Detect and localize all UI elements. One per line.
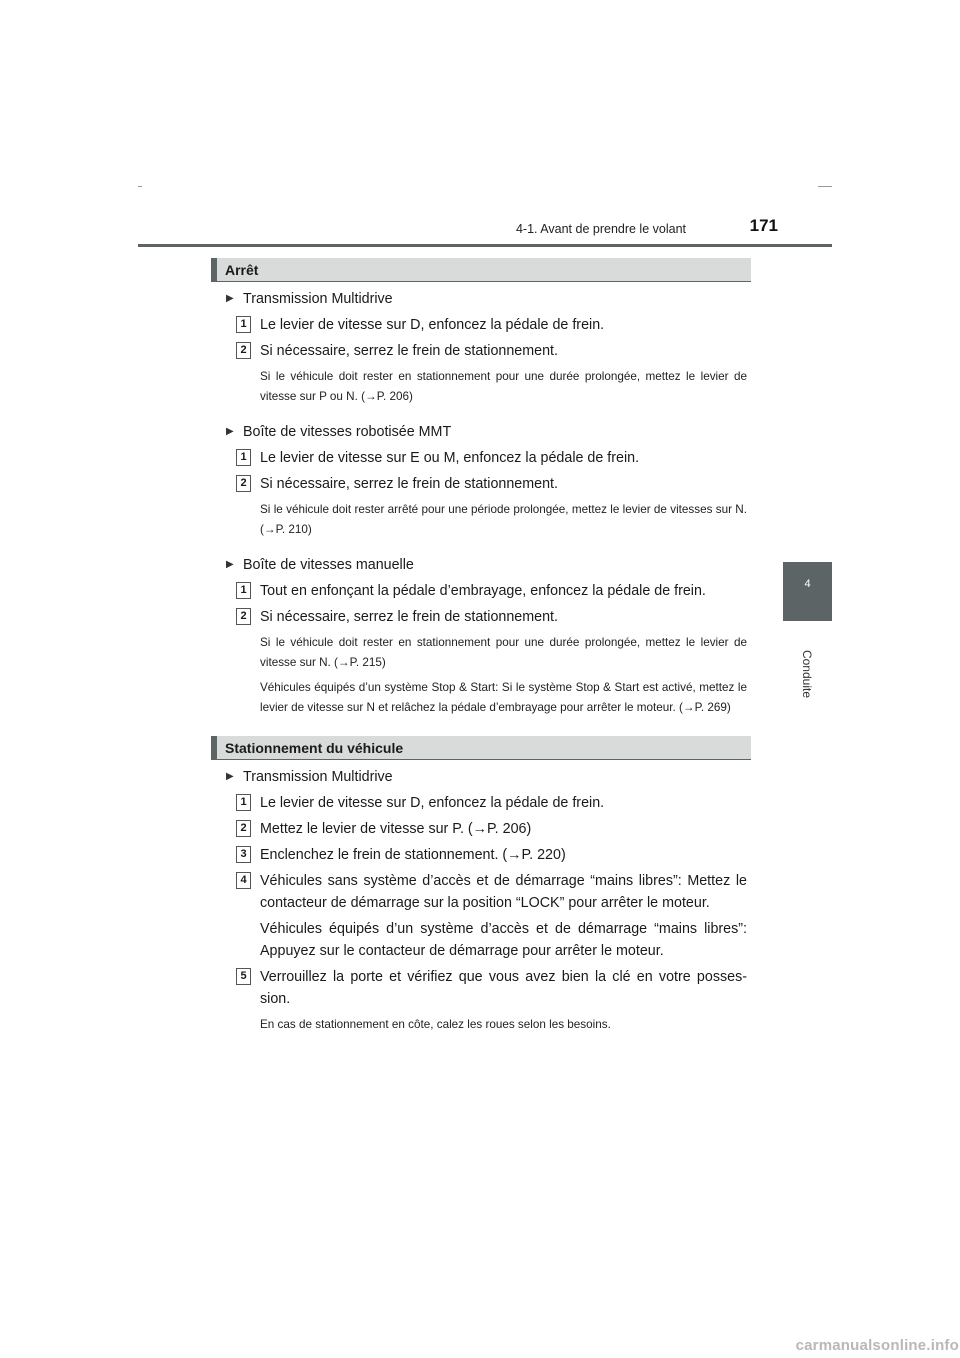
step-item: 2 Mettez le levier de vitesse sur P. (→P. 206) (211, 818, 751, 840)
triangle-bullet-icon: ▶ (226, 771, 234, 782)
step-item: 4 Véhicules sans système d’accès et de démarrage “mains libres”: Mettez le contacteur de démarrage sur la position “LOCK” pour arrêter le moteur. Véhicules équipés d’un système d’accès et de démarrage “mains libres”: Appuyez sur le contacteur de démarrage pour arrêter le moteur. (211, 870, 751, 962)
step-item: 1 Le levier de vitesse sur D, enfoncez la pédale de frein. (211, 792, 751, 814)
note-text: Si le véhicule doit rester arrêté pour une période prolongée, mettez le levier de vitesses sur N. (→P. 210) (260, 503, 747, 536)
chapter-label: Conduite (800, 649, 814, 699)
note-text: Si le véhicule doit rester en stationnement pour une durée prolongée, mettez le levier de vitesse sur N. (→P. 215) (260, 636, 747, 669)
note-text: Si le véhicule doit rester en stationnement pour une durée prolongée, mettez le levier de vitesse sur P ou N. (→P. 206) (260, 370, 747, 403)
header-rule (138, 244, 832, 247)
triangle-bullet-icon: ▶ (226, 426, 234, 437)
header-section-title: 4-1. Avant de prendre le volant (515, 222, 686, 236)
step-number: 1 (236, 316, 251, 333)
step-number: 1 (236, 582, 251, 599)
step-number: 2 (236, 475, 251, 492)
section-heading-arret: Arrêt (211, 258, 751, 282)
step-number: 2 (236, 608, 251, 625)
note-text: Véhicules équipés d’un système Stop & Start: Si le système Stop & Start est activé, mettez le levier de vitesse sur N et relâchez la pédale d’embrayage pour arrêter le moteur. (→P. 269) (260, 681, 747, 714)
step-item: 2 Si nécessaire, serrez le frein de stationnement. (211, 473, 751, 495)
step-item: 1 Le levier de vitesse sur D, enfoncez la pédale de frein. (211, 314, 751, 336)
step-item: 2 Si nécessaire, serrez le frein de stationnement. (211, 606, 751, 628)
step-item: 1 Tout en enfonçant la pédale d’embrayage, enfoncez la pédale de frein. (211, 580, 751, 602)
triangle-bullet-icon: ▶ (226, 293, 234, 304)
step-item: 5 Verrouillez la porte et vérifiez que vous avez bien la clé en votre posses-sion. (211, 966, 751, 1010)
step-number: 3 (236, 846, 251, 863)
step-number: 1 (236, 449, 251, 466)
triangle-bullet-icon: ▶ (226, 559, 234, 570)
crop-mark-right (818, 186, 832, 187)
note-text: En cas de stationnement en côte, calez les roues selon les besoins. (260, 1018, 611, 1031)
page-number: 171 (749, 216, 778, 235)
step-number: 4 (236, 872, 251, 889)
section-heading-stationnement: Stationnement du véhicule (211, 736, 751, 760)
step-item: 3 Enclenchez le frein de stationnement. (→P. 220) (211, 844, 751, 866)
step-item: 2 Si nécessaire, serrez le frein de stationnement. (211, 340, 751, 362)
chapter-tab: 4 (783, 562, 832, 621)
step-number: 2 (236, 342, 251, 359)
step-number: 2 (236, 820, 251, 837)
subheading: ▶ Transmission Multidrive (211, 288, 751, 310)
subheading: ▶ Transmission Multidrive (211, 766, 751, 788)
step-number: 5 (236, 968, 251, 985)
subheading: ▶ Boîte de vitesses robotisée MMT (211, 421, 751, 443)
crop-mark-left (138, 186, 142, 187)
watermark: carmanualsonline.info (795, 1337, 959, 1354)
page-content (211, 258, 751, 1035)
step-number: 1 (236, 794, 251, 811)
step-item: 1 Le levier de vitesse sur E ou M, enfoncez la pédale de frein. (211, 447, 751, 469)
subheading: ▶ Boîte de vitesses manuelle (211, 554, 751, 576)
